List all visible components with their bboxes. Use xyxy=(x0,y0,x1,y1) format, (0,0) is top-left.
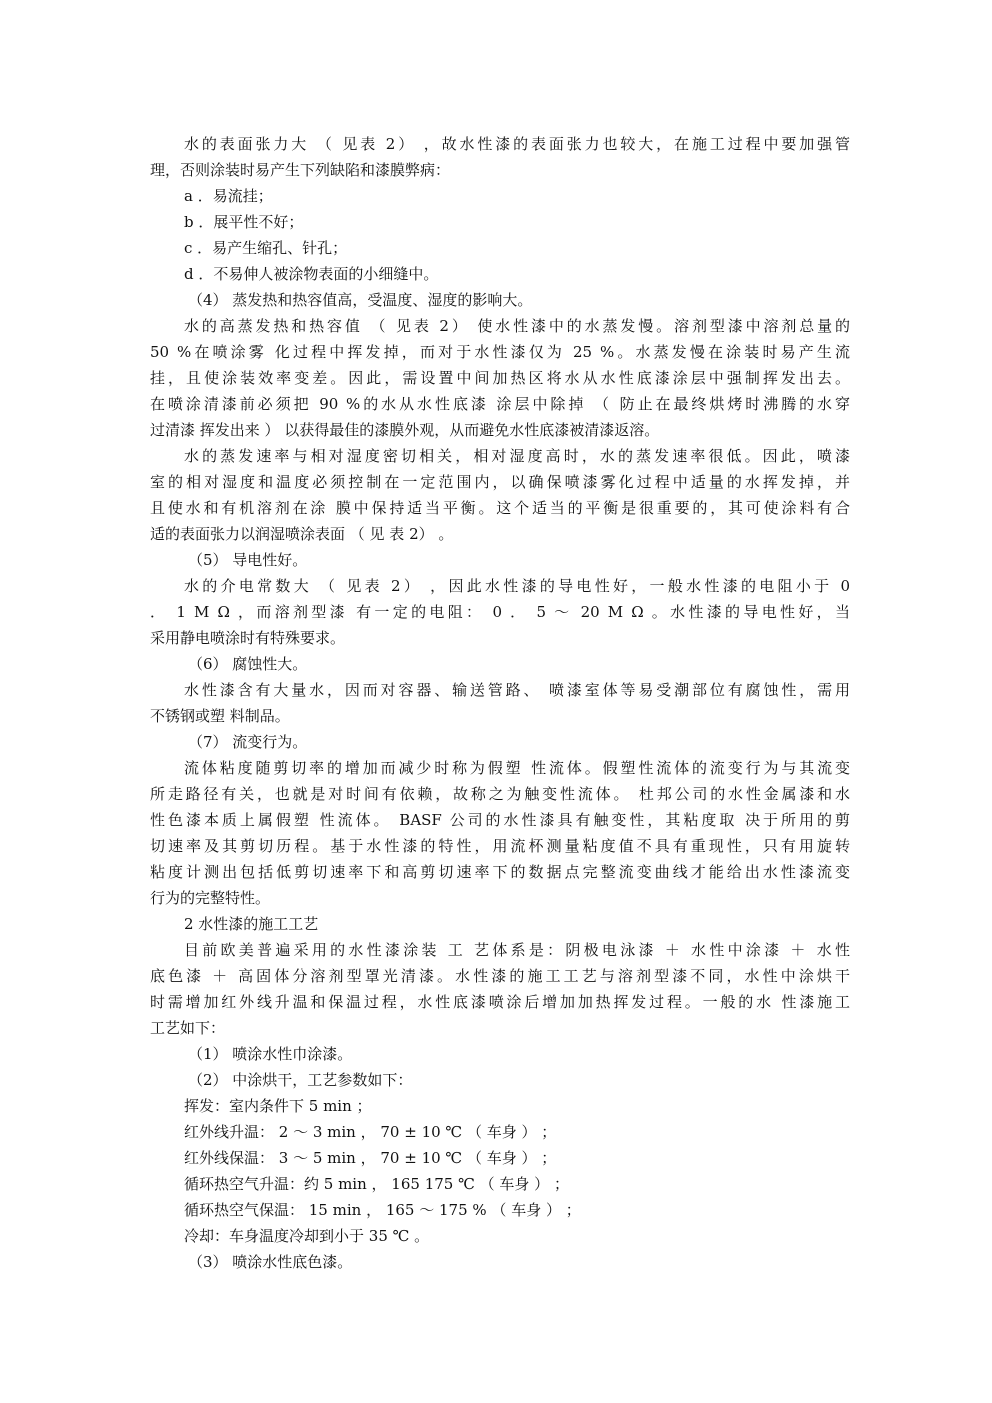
text-line: 流体粘度随剪切率的增加而减少时称为假塑 性流体。假塑性流体的流变行为与其流变 xyxy=(184,759,850,777)
text-line: 不锈钢或塑 料制品。 xyxy=(150,707,290,725)
text-line: d ．不易伸人被涂物表面的小细缝中。 xyxy=(184,265,439,283)
text-line: （3） 喷涂水性底色漆。 xyxy=(188,1253,353,1271)
text-line: 且使水和有机溶剂在涂 膜中保持适当平衡。这个适当的平衡是很重要的，其可使涂料有合 xyxy=(150,499,850,517)
text-line: （4） 蒸发热和热容值高，受温度、湿度的影响大。 xyxy=(188,291,533,309)
text-line: （2） 中涂烘干，工艺参数如下： xyxy=(188,1071,413,1089)
text-line: 切速率及其剪切历程。基于水性漆的特性，用流杯测量粘度值不具有重现性，只有用旋转 xyxy=(150,837,850,855)
text-line: 红外线升温： 2 ～ 3 min ， 70 ± 10 ℃ （ 车身 ） ； xyxy=(184,1123,557,1141)
text-line: 工艺如下： xyxy=(150,1019,226,1037)
text-line: 挂，且使涂装效率变差。因此，需设置中间加热区将水从水性底漆涂层中强制挥发出去。 xyxy=(150,369,850,387)
text-line: （1） 喷涂水性巾涂漆。 xyxy=(188,1045,353,1063)
text-line: 理，否则涂装时易产生下列缺陷和漆膜弊病： xyxy=(150,161,451,179)
text-line: （5） 导电性好。 xyxy=(188,551,308,569)
text-line: 循环热空气保温： 15 min ， 165 ～ 175 % （ 车身 ） ； xyxy=(184,1201,581,1219)
text-line: 冷却：车身温度冷却到小于 35 ℃ 。 xyxy=(184,1227,430,1245)
text-line: 水的介电常数大 （ 见表 2） ，因此水性漆的导电性好，一般水性漆的电阻小于 0 xyxy=(184,577,850,595)
text-line: b ．展平性不好； xyxy=(184,213,304,231)
text-line: c ．易产生缩孔、针孔； xyxy=(184,239,348,257)
text-line: 过清漆 挥发出来 ） 以获得最佳的漆膜外观，从而避免水性底漆被清漆返溶。 xyxy=(150,421,660,439)
text-line: 红外线保温： 3 ～ 5 min ， 70 ± 10 ℃ （ 车身 ） ； xyxy=(184,1149,557,1167)
text-line: 所走路径有关，也就是对时间有依赖，故称之为触变性流体。 杜邦公司的水性金属漆和水 xyxy=(150,785,850,803)
text-line: 在喷涂清漆前必须把 90 %的水从水性底漆 涂层中除掉 （ 防止在最终烘烤时沸腾的水穿 xyxy=(150,395,850,413)
text-line: 性色漆本质上属假塑 性流体。 BASF 公司的水性漆具有触变性，其粘度取 决于所用的剪 xyxy=(150,811,850,829)
text-line: 时需增加红外线升温和保温过程，水性底漆喷涂后增加加热挥发过程。一般的水 性漆施工 xyxy=(150,993,850,1011)
text-line: 底色漆 ＋ 高固体分溶剂型罩光清漆。水性漆的施工工艺与溶剂型漆不同，水性中涂烘干 xyxy=(150,967,850,985)
text-line: 水性漆含有大量水，因而对容器、输送管路、 喷漆室体等易受潮部位有腐蚀性，需用 xyxy=(184,681,850,699)
text-line: 水的高蒸发热和热容值 （ 见表 2） 使水性漆中的水蒸发慢。溶剂型漆中溶剂总量的 xyxy=(184,317,850,335)
document-body xyxy=(150,131,850,1275)
text-line: 循环热空气升温：约 5 min ， 165 175 ℃ （ 车身 ） ； xyxy=(184,1175,569,1193)
text-line: 水的蒸发速率与相对湿度密切相关，相对湿度高时，水的蒸发速率很低。因此，喷漆 xyxy=(184,447,850,465)
text-line: 粘度计测出包括低剪切速率下和高剪切速率下的数据点完整流变曲线才能给出水性漆流变 xyxy=(150,863,850,881)
text-line: 适的表面张力以润湿喷涂表面 （ 见 表 2） 。 xyxy=(150,525,454,543)
text-line: 2 水性漆的施工工艺 xyxy=(184,915,319,933)
text-line: 水的表面张力大 （ 见表 2） ，故水性漆的表面张力也较大，在施工过程中要加强管 xyxy=(184,135,850,153)
text-line: 行为的完整特性。 xyxy=(150,889,271,907)
text-line: 50 %在喷涂雾 化过程中挥发掉，而对于水性漆仅为 25 %。水蒸发慢在涂装时易产生流 xyxy=(150,343,850,361)
text-line: a ．易流挂； xyxy=(184,187,273,205)
text-line: （6） 腐蚀性大。 xyxy=(188,655,308,673)
text-line: 目前欧美普遍采用的水性漆涂装 工 艺体系是：阴极电泳漆 ＋ 水性中涂漆 ＋ 水性 xyxy=(184,941,850,959)
text-line: 室的相对湿度和温度必须控制在一定范围内，以确保喷漆雾化过程中适量的水挥发掉，并 xyxy=(150,473,850,491)
text-line: ． 1 M Ω ，而溶剂型漆 有一定的电阻： 0 ． 5 ～ 20 M Ω 。水性漆的导电性好，当 xyxy=(150,603,850,621)
text-line: 挥发：室内条件下 5 min ； xyxy=(184,1097,372,1115)
text-line: （7） 流变行为。 xyxy=(188,733,308,751)
text-line: 采用静电喷涂时有特殊要求。 xyxy=(150,629,346,647)
